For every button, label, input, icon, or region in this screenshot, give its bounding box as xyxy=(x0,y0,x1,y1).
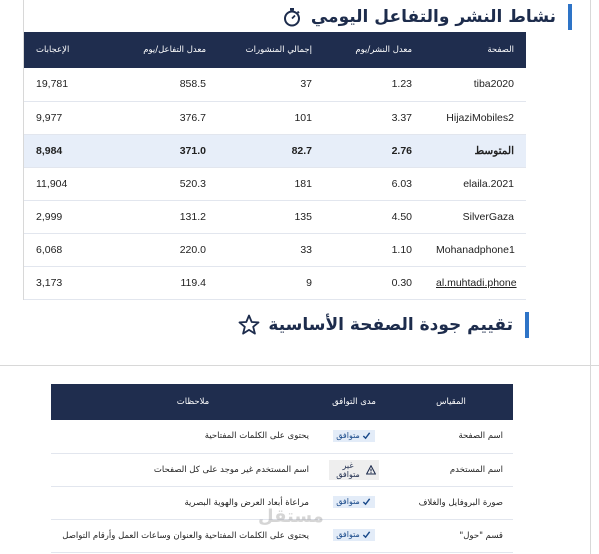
cell-page: HijaziMobiles2 xyxy=(424,101,526,134)
section-heading-quality xyxy=(238,310,529,340)
cell-rate: 1.23 xyxy=(324,68,424,101)
cell-rate: 1.10 xyxy=(324,233,424,266)
cell-posts: 33 xyxy=(218,233,324,266)
cell-likes: 19,781 xyxy=(24,68,114,101)
cell-likes: 2,999 xyxy=(24,200,114,233)
status-badge xyxy=(329,460,379,480)
cell-note: يحتوى على الكلمات المفتاحية والعنوان وساعات العمل وأرقام التواصل xyxy=(67,519,319,552)
check-icon xyxy=(362,530,372,540)
col-header-page: الصفحة xyxy=(424,32,526,68)
check-icon xyxy=(362,431,372,441)
table-row xyxy=(24,101,526,134)
cell-compat xyxy=(319,453,389,486)
spacer-cell xyxy=(51,420,67,453)
table-header-row xyxy=(51,384,513,420)
cell-posts: 82.7 xyxy=(218,134,324,167)
cell-rate: 4.50 xyxy=(324,200,424,233)
cell-engagement: 520.3 xyxy=(114,167,218,200)
heading-accent-bar xyxy=(568,4,572,30)
cell-likes: 11,904 xyxy=(24,167,114,200)
cell-metric: صورة البروفايل والغلاف xyxy=(389,486,513,519)
cell-engagement: 220.0 xyxy=(114,233,218,266)
page-break-line xyxy=(0,365,599,366)
cell-engagement: 131.2 xyxy=(114,200,218,233)
status-label: متوافق xyxy=(336,530,360,540)
cell-likes: 6,068 xyxy=(24,233,114,266)
col-header-posts: إجمالي المنشورات xyxy=(218,32,324,68)
table-row xyxy=(24,68,526,101)
status-label: متوافق xyxy=(336,497,360,507)
col-header-compat: مدى التوافق xyxy=(319,384,389,420)
quality-table xyxy=(51,384,513,553)
col-header-rate: معدل النشر/يوم xyxy=(324,32,424,68)
col-header-notes: ملاحظات xyxy=(67,384,319,420)
cell-posts: 9 xyxy=(218,266,324,299)
cell-metric: قسم "حول" xyxy=(389,519,513,552)
star-icon xyxy=(238,314,260,336)
page-link[interactable]: al.muhtadi.phone xyxy=(436,276,517,289)
cell-rate: 3.37 xyxy=(324,101,424,134)
table-row xyxy=(24,233,526,266)
cell-compat xyxy=(319,420,389,453)
cell-page: المتوسط xyxy=(424,134,526,167)
table-header-row xyxy=(24,32,526,68)
cell-rate: 2.76 xyxy=(324,134,424,167)
spacer-cell xyxy=(51,453,67,486)
cell-compat xyxy=(319,486,389,519)
col-header-engagement: معدل التفاعل/يوم xyxy=(114,32,218,68)
cell-posts: 135 xyxy=(218,200,324,233)
cell-likes: 3,173 xyxy=(24,266,114,299)
warning-icon xyxy=(366,465,376,475)
cell-engagement: 371.0 xyxy=(114,134,218,167)
check-icon xyxy=(362,497,372,507)
table-row xyxy=(51,420,513,453)
status-label: غير متوافق xyxy=(336,460,360,479)
heading-accent-bar xyxy=(525,312,529,338)
status-badge xyxy=(333,496,375,508)
section-heading-activity xyxy=(281,2,572,32)
cell-posts: 37 xyxy=(218,68,324,101)
status-label: متوافق xyxy=(336,431,360,440)
cell-metric: اسم المستخدم xyxy=(389,453,513,486)
cell-page: Mohanadphone1 xyxy=(424,233,526,266)
cell-metric: اسم الصفحة xyxy=(389,420,513,453)
table-row xyxy=(51,453,513,486)
cell-note: اسم المستخدم غير موجد على كل الصفحات xyxy=(67,453,319,486)
cell-compat xyxy=(319,519,389,552)
cell-engagement: 858.5 xyxy=(114,68,218,101)
cell-page: SilverGaza xyxy=(424,200,526,233)
status-badge xyxy=(333,430,375,442)
cell-rate: 6.03 xyxy=(324,167,424,200)
average-row xyxy=(24,134,526,167)
cell-likes: 8,984 xyxy=(24,134,114,167)
cell-posts: 101 xyxy=(218,101,324,134)
cell-likes: 9,977 xyxy=(24,101,114,134)
cell-page[interactable] xyxy=(424,266,526,299)
activity-table xyxy=(24,32,526,300)
cell-page: tiba2020 xyxy=(424,68,526,101)
col-header-metric: المقياس xyxy=(389,384,513,420)
spacer-cell xyxy=(51,486,67,519)
watermark-logo: مستقل xyxy=(258,506,324,527)
col-header-spacer xyxy=(51,384,67,420)
table-row xyxy=(24,200,526,233)
cell-note: مراعاة أبعاد العرض والهوية البصرية xyxy=(67,486,319,519)
cell-note: يحتوى على الكلمات المفتاحية xyxy=(67,420,319,453)
page-frame-right xyxy=(590,0,591,554)
cell-engagement: 119.4 xyxy=(114,266,218,299)
col-header-likes: الإعجابات xyxy=(24,32,114,68)
table-row xyxy=(24,167,526,200)
section-title: تقييم جودة الصفحة الأساسية xyxy=(268,315,513,335)
cell-rate: 0.30 xyxy=(324,266,424,299)
status-badge xyxy=(333,529,375,541)
cell-page: elaila.2021 xyxy=(424,167,526,200)
stopwatch-icon xyxy=(281,6,303,28)
section-title: نشاط النشر والتفاعل اليومي xyxy=(310,7,556,27)
cell-engagement: 376.7 xyxy=(114,101,218,134)
table-row xyxy=(24,266,526,299)
cell-posts: 181 xyxy=(218,167,324,200)
